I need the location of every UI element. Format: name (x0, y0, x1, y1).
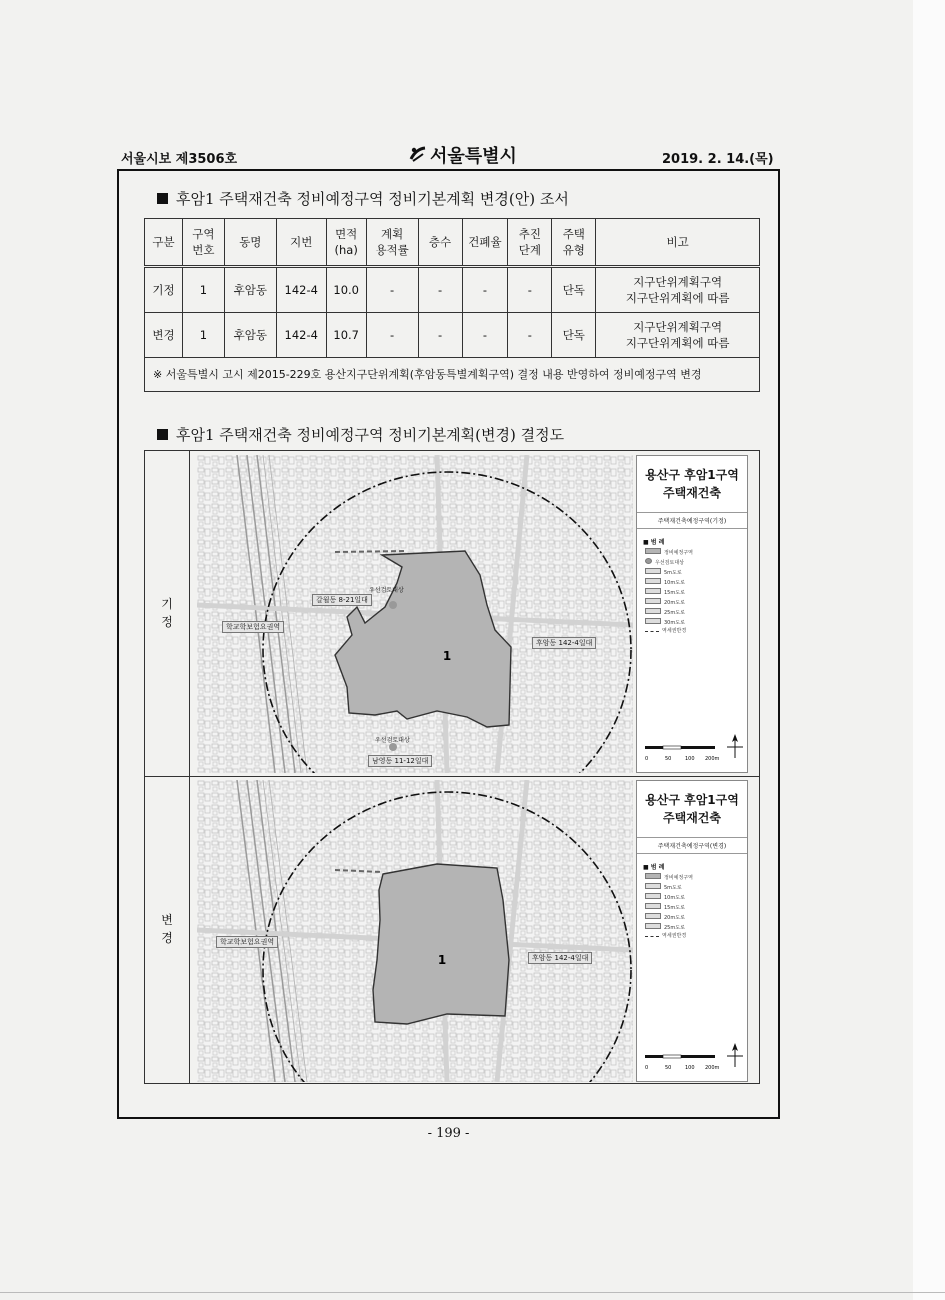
legend-title: 용산구 후암1구역 주택재건축 (645, 793, 739, 825)
table-row: 기정 1 후암동 142-4 10.0 - - - - 단독 지구단위계획구역 지구단위계획에 따름 (145, 267, 760, 313)
legend-item: 15m도로 (645, 903, 747, 911)
col-jibeon: 지번 (276, 219, 326, 267)
col-gubun: 구분 (145, 219, 183, 267)
legend-item: 역세권반경 (645, 628, 747, 634)
map-row-divider (145, 776, 759, 777)
legend-title: 용산구 후암1구역 주택재건축 (645, 468, 739, 500)
scan-edge (913, 0, 945, 1300)
col-remarks: 비고 (596, 219, 760, 267)
area-number-label: 1 (437, 953, 447, 967)
legend-item: 20m도로 (645, 913, 747, 921)
svg-text:0: 0 (645, 756, 649, 762)
svg-text:100: 100 (685, 1065, 695, 1071)
map-legend-changed (636, 780, 748, 1082)
panel-label-changed: 변 경 (161, 913, 173, 945)
panel-label-existing: 기 정 (161, 597, 173, 629)
col-area: 면적 (ha) (326, 219, 366, 267)
svg-text:100: 100 (685, 756, 695, 762)
legend-item: 10m도로 (645, 893, 747, 901)
section1-title: 후암1 주택재건축 정비예정구역 정비기본계획 변경(안) 조서 (157, 188, 569, 209)
legend-item: 20m도로 (645, 598, 747, 606)
col-bcr: 건폐율 (462, 219, 508, 267)
col-far: 계획 용적률 (366, 219, 418, 267)
bullet-square-icon (157, 429, 168, 440)
page-number: - 199 - (427, 1126, 470, 1141)
scan-bottom-line (0, 1292, 945, 1293)
legend-heading: ■ 범 례 (643, 864, 665, 871)
map-label: 갈월동 8-21일대 (312, 594, 372, 606)
legend-item: 역세권반경 (645, 933, 747, 939)
legend-heading: ■ 범 례 (643, 539, 665, 546)
legend-item: 30m도로 (645, 618, 747, 626)
legend-subtitle: 주택재건축예정구역(변경) (637, 837, 747, 854)
legend-item: 우선검토대상 (645, 558, 747, 566)
svg-text:50: 50 (665, 756, 672, 762)
legend-item: 10m도로 (645, 578, 747, 586)
section2-title: 후암1 주택재건축 정비예정구역 정비기본계획(변경) 결정도 (157, 424, 564, 445)
col-housing-type: 주택 유형 (552, 219, 596, 267)
legend-item: 정비예정구역 (645, 873, 747, 881)
table-footnote: ※ 서울특별시 고시 제2015-229호 용산지구단위계획(후암동특별계획구역) 결정 내용 반영하여 정비예정구역 변경 (145, 358, 760, 392)
legend-item: 15m도로 (645, 588, 747, 596)
bullet-square-icon (157, 193, 168, 204)
remarks-cell: 지구단위계획구역 지구단위계획에 따름 (596, 267, 760, 313)
map-legend-existing (636, 455, 748, 773)
map-label: 학교학보험요권역 (222, 621, 284, 633)
col-zone-no: 구역 번호 (182, 219, 224, 267)
map-label: 학교학보험요권역 (216, 936, 278, 948)
col-stage: 추진 단계 (508, 219, 552, 267)
svg-text:200m: 200m (705, 756, 720, 762)
gazette-issue: 서울시보 제3506호 (121, 152, 238, 167)
seoul-logo-icon (408, 145, 428, 165)
gazette-date: 2019. 2. 14.(목) (662, 152, 774, 167)
legend-item: 25m도로 (645, 608, 747, 616)
table-row: 변경 1 후암동 142-4 10.7 - - - - 단독 지구단위계획구역 지구단위계획에 따름 (145, 313, 760, 358)
changed-zone-map (197, 780, 633, 1082)
legend-item: 5m도로 (645, 568, 747, 576)
map-label-column (145, 451, 190, 1083)
remarks-cell: 지구단위계획구역 지구단위계획에 따름 (596, 313, 760, 358)
legend-subtitle: 주택재건축예정구역(기정) (637, 512, 747, 529)
scale-bar (643, 1041, 743, 1077)
map-label: 우선검토대상 (375, 737, 410, 744)
zone-change-table (144, 218, 760, 392)
svg-text:50: 50 (665, 1065, 672, 1071)
map-label: 남영동 11-12일대 (368, 755, 432, 767)
map-label: 후암동 142-4일대 (532, 637, 596, 649)
existing-zone-map (197, 455, 633, 773)
col-floors: 층수 (418, 219, 462, 267)
legend-item: 25m도로 (645, 923, 747, 931)
map-label: 우선검토대상 (369, 587, 404, 594)
table-footnote-row (145, 358, 760, 392)
svg-text:200m: 200m (705, 1065, 720, 1071)
map-label: 후암동 142-4일대 (528, 952, 592, 964)
legend-item: 정비예정구역 (645, 548, 747, 556)
scale-bar (643, 732, 743, 768)
seoul-logo-title (408, 142, 517, 168)
area-number-label: 1 (442, 649, 452, 663)
table-header-row (145, 219, 760, 267)
header-city: 서울특별시 (430, 146, 517, 167)
legend-item: 5m도로 (645, 883, 747, 891)
col-dong: 동명 (224, 219, 276, 267)
svg-text:0: 0 (645, 1065, 649, 1071)
